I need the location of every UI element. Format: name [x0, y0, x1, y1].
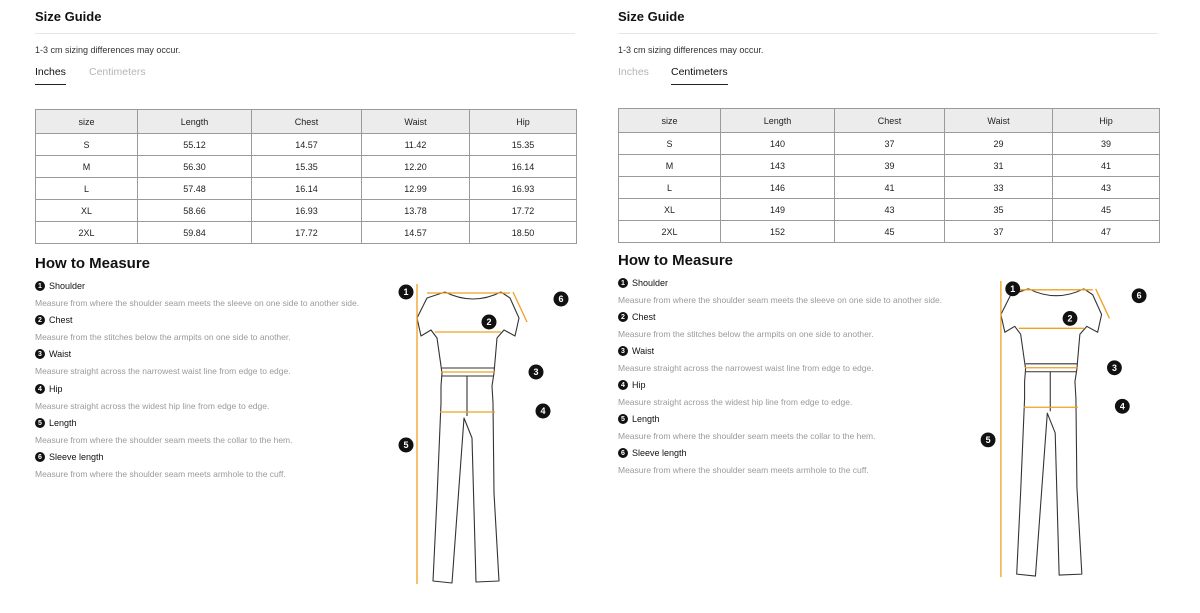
- table-cell: 11.42: [362, 134, 470, 156]
- number-badge: 5: [35, 418, 45, 428]
- table-cell: S: [36, 134, 138, 156]
- table-cell: 31: [945, 155, 1053, 177]
- table-cell: 29: [945, 133, 1053, 155]
- table-cell: 45: [1053, 199, 1160, 221]
- how-to-measure-title: How to Measure: [35, 255, 151, 272]
- measure-description: Measure from where the shoulder seam meets armhole to the cuff.: [618, 465, 869, 475]
- table-cell: 16.93: [470, 178, 577, 200]
- table-cell: M: [619, 155, 721, 177]
- number-badge: 1: [618, 278, 628, 288]
- table-cell: 14.57: [252, 134, 362, 156]
- table-cell: 15.35: [470, 134, 577, 156]
- measure-description: Measure straight across the narrowest waist line from edge to edge.: [618, 363, 874, 373]
- table-cell: 152: [721, 221, 835, 243]
- table-cell: 18.50: [470, 222, 577, 244]
- table-cell: XL: [36, 200, 138, 222]
- number-badge: 2: [35, 315, 45, 325]
- measure-label: Hip: [632, 380, 646, 390]
- table-row: [36, 134, 577, 156]
- table-cell: 39: [835, 155, 945, 177]
- tab-centimeters[interactable]: Centimeters: [671, 66, 728, 85]
- number-badge: 5: [618, 414, 628, 424]
- table-row: [619, 133, 1160, 155]
- sizing-note: 1-3 cm sizing differences may occur.: [618, 45, 764, 55]
- table-cell: 41: [1053, 155, 1160, 177]
- measure-label: Sleeve length: [632, 448, 687, 458]
- number-badge: 3: [618, 346, 628, 356]
- table-cell: 143: [721, 155, 835, 177]
- tab-inches[interactable]: Inches: [35, 66, 66, 85]
- table-row: [619, 221, 1160, 243]
- table-cell: 39: [1053, 133, 1160, 155]
- marker-label: 2: [486, 317, 492, 327]
- table-cell: 16.93: [252, 200, 362, 222]
- unit-tabs: [618, 66, 1158, 92]
- table-row: [619, 177, 1160, 199]
- table-cell: 41: [835, 177, 945, 199]
- table-row: [36, 222, 577, 244]
- table-cell: 17.72: [252, 222, 362, 244]
- sizing-note: 1-3 cm sizing differences may occur.: [35, 45, 181, 55]
- column-header: size: [619, 109, 721, 133]
- table-cell: 37: [835, 133, 945, 155]
- measure-description: Measure from where the shoulder seam meets the collar to the hem.: [618, 431, 876, 441]
- table-cell: 16.14: [470, 156, 577, 178]
- marker-label: 5: [403, 440, 409, 450]
- column-header: Length: [138, 110, 252, 134]
- measure-label: Hip: [49, 384, 63, 394]
- table-cell: 58.66: [138, 200, 252, 222]
- measure-label: Chest: [49, 315, 73, 325]
- table-cell: 12.99: [362, 178, 470, 200]
- how-to-measure-title: How to Measure: [618, 252, 734, 269]
- measure-description: Measure straight across the widest hip line from edge to edge.: [35, 401, 270, 411]
- title-divider: [35, 33, 575, 34]
- table-cell: 59.84: [138, 222, 252, 244]
- table-cell: 149: [721, 199, 835, 221]
- marker-label: 4: [540, 406, 546, 416]
- table-row: [619, 199, 1160, 221]
- table-cell: 14.57: [362, 222, 470, 244]
- measure-label: Length: [49, 418, 77, 428]
- table-cell: 2XL: [36, 222, 138, 244]
- table-row: [36, 156, 577, 178]
- size-guide-title: Size Guide: [618, 9, 685, 24]
- size-guide-title: Size Guide: [35, 9, 102, 24]
- table-cell: 140: [721, 133, 835, 155]
- table-cell: 2XL: [619, 221, 721, 243]
- table-cell: 55.12: [138, 134, 252, 156]
- measure-label: Waist: [49, 349, 72, 359]
- table-cell: M: [36, 156, 138, 178]
- jumpsuit-measurement-diagram-icon: [397, 278, 577, 590]
- measure-label: Length: [632, 414, 660, 424]
- marker-label: 2: [1067, 313, 1073, 324]
- measure-label: Chest: [632, 312, 656, 322]
- table-cell: L: [36, 178, 138, 200]
- table-row: [619, 155, 1160, 177]
- measure-description: Measure from where the shoulder seam meets armhole to the cuff.: [35, 469, 286, 479]
- measure-label: Sleeve length: [49, 452, 104, 462]
- number-badge: 1: [35, 281, 45, 291]
- table-cell: 12.20: [362, 156, 470, 178]
- column-header: Chest: [252, 110, 362, 134]
- unit-tabs: [35, 66, 575, 92]
- table-cell: 16.14: [252, 178, 362, 200]
- size-table: [35, 109, 577, 244]
- marker-label: 5: [985, 434, 991, 445]
- table-cell: 33: [945, 177, 1053, 199]
- column-header: Waist: [362, 110, 470, 134]
- table-header-row: [619, 109, 1160, 133]
- marker-label: 1: [1010, 283, 1016, 294]
- column-header: Hip: [1053, 109, 1160, 133]
- size-table: [618, 108, 1160, 243]
- table-cell: 43: [835, 199, 945, 221]
- title-divider: [618, 33, 1158, 34]
- marker-label: 3: [1111, 362, 1117, 373]
- table-cell: 146: [721, 177, 835, 199]
- column-header: size: [36, 110, 138, 134]
- column-header: Chest: [835, 109, 945, 133]
- marker-label: 6: [558, 294, 564, 304]
- table-cell: XL: [619, 199, 721, 221]
- measure-description: Measure from the stitches below the armpits on one side to another.: [35, 332, 291, 342]
- size-guide-panel-inches: [35, 0, 580, 613]
- table-cell: 17.72: [470, 200, 577, 222]
- column-header: Hip: [470, 110, 577, 134]
- table-cell: 35: [945, 199, 1053, 221]
- table-cell: 56.30: [138, 156, 252, 178]
- tab-inches[interactable]: Inches: [618, 66, 649, 78]
- measure-description: Measure straight across the widest hip line from edge to edge.: [618, 397, 853, 407]
- measure-description: Measure from where the shoulder seam meets the collar to the hem.: [35, 435, 293, 445]
- marker-label: 1: [403, 287, 409, 297]
- table-cell: 43: [1053, 177, 1160, 199]
- column-header: Waist: [945, 109, 1053, 133]
- measure-label: Shoulder: [49, 281, 86, 291]
- column-header: Length: [721, 109, 835, 133]
- table-cell: S: [619, 133, 721, 155]
- table-cell: 57.48: [138, 178, 252, 200]
- table-cell: 45: [835, 221, 945, 243]
- number-badge: 4: [618, 380, 628, 390]
- measure-label: Shoulder: [632, 278, 669, 288]
- table-cell: L: [619, 177, 721, 199]
- table-row: [36, 200, 577, 222]
- marker-label: 3: [533, 367, 539, 377]
- marker-label: 6: [1136, 290, 1142, 301]
- table-cell: 15.35: [252, 156, 362, 178]
- table-header-row: [36, 110, 577, 134]
- number-badge: 6: [35, 452, 45, 462]
- size-guide-panel-centimeters: [618, 0, 1163, 613]
- measure-description: Measure from where the shoulder seam meets the sleeve on one side to another side.: [618, 295, 943, 305]
- measure-label: Waist: [632, 346, 655, 356]
- table-cell: 37: [945, 221, 1053, 243]
- measure-description: Measure from where the shoulder seam meets the sleeve on one side to another side.: [35, 298, 360, 308]
- marker-label: 4: [1119, 401, 1125, 412]
- measure-description: Measure from the stitches below the armpits on one side to another.: [618, 329, 874, 339]
- table-cell: 13.78: [362, 200, 470, 222]
- number-badge: 3: [35, 349, 45, 359]
- table-row: [36, 178, 577, 200]
- tab-centimeters[interactable]: Centimeters: [89, 66, 146, 78]
- measure-description: Measure straight across the narrowest waist line from edge to edge.: [35, 366, 291, 376]
- number-badge: 6: [618, 448, 628, 458]
- jumpsuit-measurement-diagram-icon: [980, 275, 1160, 583]
- number-badge: 2: [618, 312, 628, 322]
- number-badge: 4: [35, 384, 45, 394]
- table-cell: 47: [1053, 221, 1160, 243]
